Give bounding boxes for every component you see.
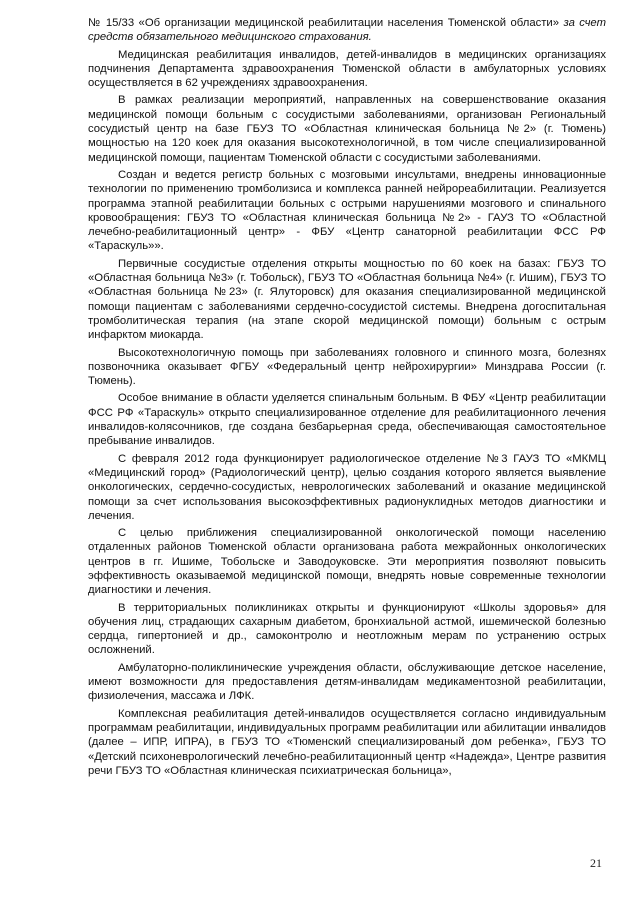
paragraph-1 <box>88 16 606 45</box>
paragraph-4: Создан и ведется регистр больных с мозговыми инсультами, внедрены инновационные технологии по применению тромболизиса и комплекса ранней нейрореабилитации. Реализуется программа этапной реабилитации больных с острыми нарушениями мозгового и спинального кровообращения: ГБУЗ ТО «Областная клиническая больница №2» - ГАУЗ ТО «Областной лечебно-реабилитационный центр» - ФБУ «Центр санаторной реабилитации ФСС РФ «Тараскуль»». <box>88 168 606 253</box>
paragraph-10: В территориальных поликлиниках открыты и функционируют «Школы здоровья» для обучения лиц, страдающих сахарным диабетом, бронхиальной астмой, ишемической болезнью сердца, гипертонией и др., самоконтролю и неотложным мерам по устранению острых осложнений. <box>88 601 606 657</box>
document-page <box>88 16 606 778</box>
paragraph-3: В рамках реализации мероприятий, направленных на совершенствование оказания медицинской помощи больным с сосудистыми заболеваниями, организован Региональный сосудистый центр на базе ГБУЗ ТО «Областная клиническая больница №2» (г. Тюмень) мощностью на 120 коек для оказания высокотехнологичной, в том числе специализированной медицинской помощи, пациентам Тюменской области с сосудистыми заболеваниями. <box>88 94 606 164</box>
paragraph-9: С целью приближения специализированной онкологической помощи населению отдаленных районов Тюменской области организована работа межрайонных онкологических центров в гг. Ишиме, Тобольске и Заводоуковске. Эти мероприятия позволяют повысить эффективность оказываемой медицинской помощи, внедрять новые современные технологии диагностики и лечения. <box>88 527 606 597</box>
paragraph-7: Особое внимание в области уделяется спинальным больным. В ФБУ «Центр реабилитации ФСС РФ «Тараскуль» открыто специализированное отделение для реабилитационного лечения инвалидов-колясочников, где создана безбарьерная среда, обеспечивающая самостоятельное пребывание инвалидов. <box>88 392 606 448</box>
paragraph-12: Комплексная реабилитация детей-инвалидов осуществляется согласно индивидуальным программам реабилитации, индивидуальных программ реабилитации или абилитации инвалидов (далее – ИПР, ИПРА), в ГБУЗ ТО «Тюменский специализированый дом ребенка», ГБУЗ ТО «Детский психоневрологический лечебно-реабилитационный центр «Надежда», Центре развития речи ГБУЗ ТО «Областная клиническая психиатрическая больница», <box>88 707 606 777</box>
paragraph-1-text: № 15/33 «Об организации медицинской реабилитации населения Тюменской области» <box>88 17 560 29</box>
paragraph-1-italic-text: за счет средств обязательного медицинского страхования. <box>88 17 606 44</box>
paragraph-2: Медицинская реабилитация инвалидов, детей-инвалидов в медицинских организациях подчинения Департамента здравоохранения Тюменской области в амбулаторных условиях осуществляется в 62 учреждениях здравоохранения. <box>88 48 606 90</box>
paragraph-8: С февраля 2012 года функционирует радиологическое отделение №3 ГАУЗ ТО «МКМЦ «Медицинский город» (Радиологический центр), целью создания которого является выявление онкологических, сердечно-сосудистых, неврологических заболеваний и оказание медицинской помощи за счет использования высокоэффективных радионуклидных методов диагностики и лечения. <box>88 452 606 522</box>
paragraph-5: Первичные сосудистые отделения открыты мощностью по 60 коек на базах: ГБУЗ ТО «Областная больница №3» (г. Тобольск), ГБУЗ ТО «Областная больница №4» (г. Ишим), ГБУЗ ТО «Областная больница №23» (г. Ялуторовск) для оказания специализированной медицинской помощи пациентам с заболеваниями сердечно-сосудистой системы. Внедрена догоспитальная тромболитическая терапия (на этапе скорой медицинской помощи) больным с острым инфарктом миокарда. <box>88 257 606 342</box>
page-number: 21 <box>590 856 602 870</box>
paragraph-11: Амбулаторно-поликлинические учреждения области, обслуживающие детское население, имеют возможности для предоставления детям-инвалидам медикаментозной реабилитации, физиолечения, массажа и ЛФК. <box>88 661 606 703</box>
paragraph-6: Высокотехнологичную помощь при заболеваниях головного и спинного мозга, болезнях позвоночника оказывает ФГБУ «Федеральный центр нейрохирургии» Минздрава России (г. Тюмень). <box>88 346 606 388</box>
